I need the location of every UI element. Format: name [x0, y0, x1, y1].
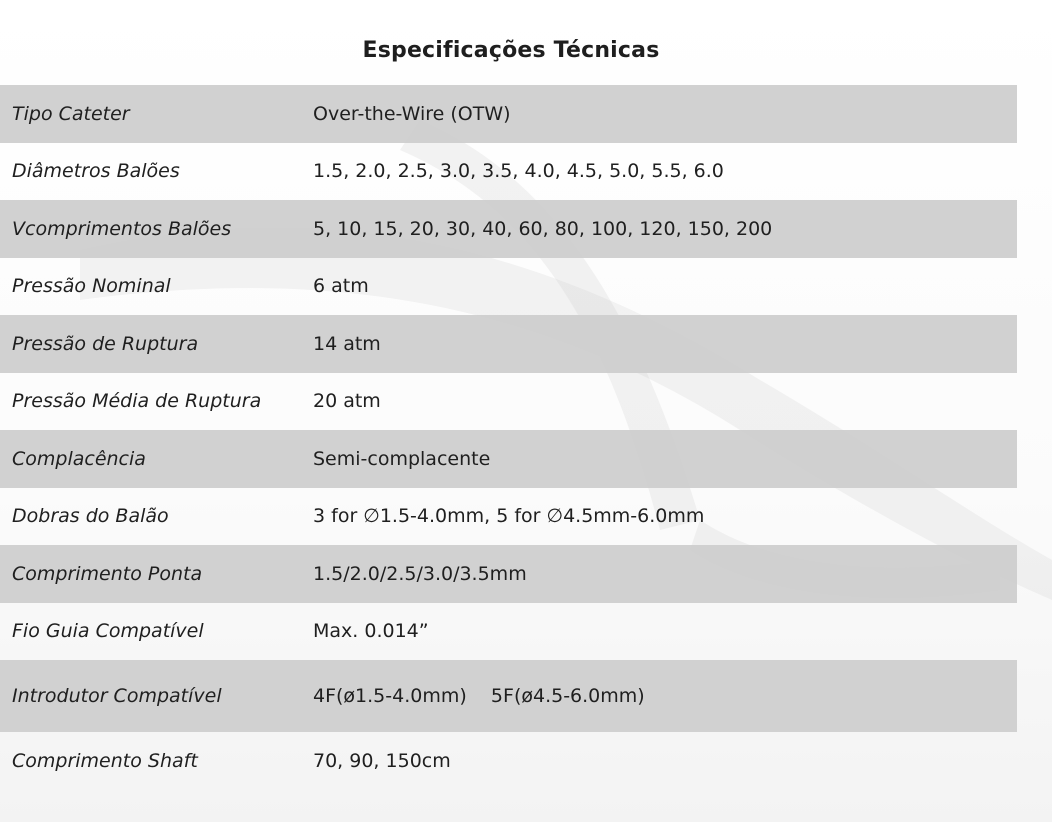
spec-label: Tipo Cateter [12, 102, 130, 125]
spec-row [0, 545, 1017, 603]
spec-label: Vcomprimentos Balões [12, 217, 232, 240]
spec-value: 14 atm [313, 332, 381, 355]
spec-label: Pressão de Ruptura [12, 332, 199, 355]
spec-value: Over-the-Wire (OTW) [313, 102, 511, 125]
spec-row [0, 143, 1017, 201]
spec-row [0, 200, 1017, 258]
spec-value: 3 for ∅1.5-4.0mm, 5 for ∅4.5mm-6.0mm [313, 505, 705, 528]
spec-value: 70, 90, 150cm [313, 749, 451, 772]
spec-value: 4F(ø1.5-4.0mm) 5F(ø4.5-6.0mm) [313, 685, 645, 707]
spec-label: Dobras do Balão [12, 505, 169, 528]
spec-value: Semi-complacente [313, 447, 491, 470]
spec-row [0, 430, 1017, 488]
spec-value: 1.5, 2.0, 2.5, 3.0, 3.5, 4.0, 4.5, 5.0, 5.5, 6.0 [313, 160, 724, 183]
spec-label: Pressão Média de Ruptura [12, 390, 262, 413]
spec-row [0, 85, 1017, 143]
spec-value: 6 atm [313, 275, 369, 298]
spec-value: 5, 10, 15, 20, 30, 40, 60, 80, 100, 120, 150, 200 [313, 217, 773, 240]
spec-row [0, 603, 1017, 661]
spec-value: 1.5/2.0/2.5/3.0/3.5mm [313, 562, 527, 585]
spec-label: Comprimento Ponta [12, 562, 203, 585]
spec-table [0, 85, 1017, 790]
spec-label: Fio Guia Compatível [12, 620, 204, 643]
spec-label: Introdutor Compatível [12, 685, 222, 707]
spec-label: Comprimento Shaft [12, 749, 198, 772]
spec-row [0, 732, 1017, 790]
spec-label: Pressão Nominal [12, 275, 171, 298]
spec-row [0, 373, 1017, 431]
page-title: Especificações Técnicas [362, 38, 660, 63]
spec-row [0, 660, 1017, 732]
spec-row [0, 488, 1017, 546]
spec-value: Max. 0.014” [313, 620, 429, 643]
spec-label: Diâmetros Balões [12, 160, 180, 183]
spec-value: 20 atm [313, 390, 381, 413]
spec-label: Complacência [12, 447, 146, 470]
spec-row [0, 258, 1017, 316]
spec-row [0, 315, 1017, 373]
